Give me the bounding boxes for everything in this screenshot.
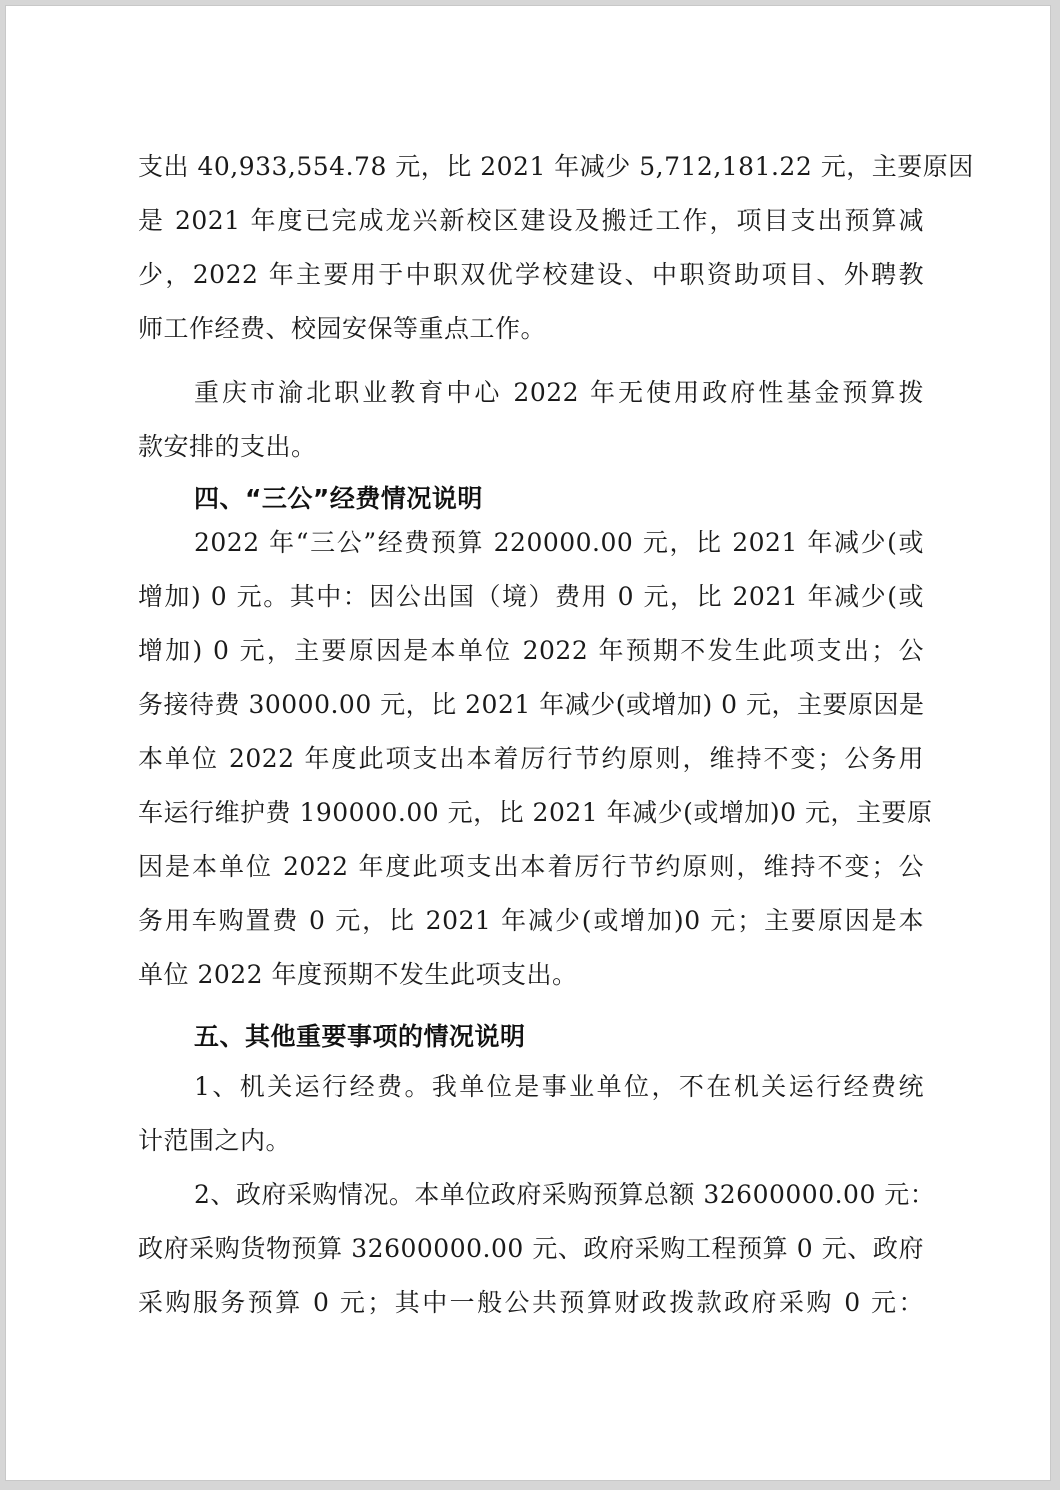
body-line: 采购服务预算 0 元；其中一般公共预算财政拨款政府采购 0 元： [138,1288,924,1317]
body-line: 政府采购货物预算 32600000.00 元、政府采购工程预算 0 元、政府 [138,1234,924,1263]
body-line: 本单位 2022 年度此项支出本着厉行节约原则，维持不变；公务用 [138,744,924,773]
body-line: 师工作经费、校园安保等重点工作。 [138,314,547,343]
body-line: 2、政府采购情况。本单位政府采购预算总额 32600000.00 元： [194,1180,936,1209]
body-line: 重庆市渝北职业教育中心 2022 年无使用政府性基金预算拨 [194,378,924,407]
body-line: 少，2022 年主要用于中职双优学校建设、中职资助项目、外聘教 [138,260,924,289]
body-line: 2022 年“三公”经费预算 220000.00 元，比 2021 年减少(或 [194,528,924,557]
body-line: 因是本单位 2022 年度此项支出本着厉行节约原则，维持不变；公 [138,852,924,881]
body-line: 款安排的支出。 [138,432,317,461]
body-line: 务接待费 30000.00 元，比 2021 年减少(或增加) 0 元，主要原因是 [138,690,925,719]
section-heading-other-matters: 五、其他重要事项的情况说明 [194,1022,526,1051]
body-line: 是 2021 年度已完成龙兴新校区建设及搬迁工作，项目支出预算减 [138,206,924,235]
body-line: 增加) 0 元。其中：因公出国（境）费用 0 元，比 2021 年减少(或 [138,582,924,611]
document-page [6,6,1050,1480]
body-line: 增加) 0 元，主要原因是本单位 2022 年预期不发生此项支出；公 [138,636,924,665]
body-line: 计范围之内。 [138,1126,292,1155]
body-line: 支出 40,933,554.78 元，比 2021 年减少 5,712,181.22 元，主要原因 [138,152,974,181]
body-line: 1、机关运行经费。我单位是事业单位，不在机关运行经费统 [194,1072,924,1101]
body-line: 单位 2022 年度预期不发生此项支出。 [138,960,578,989]
body-line: 车运行维护费 190000.00 元，比 2021 年减少(或增加)0 元，主要原 [138,798,933,827]
body-line: 务用车购置费 0 元，比 2021 年减少(或增加)0 元；主要原因是本 [138,906,924,935]
section-heading-three-public: 四、“三公”经费情况说明 [194,484,483,513]
